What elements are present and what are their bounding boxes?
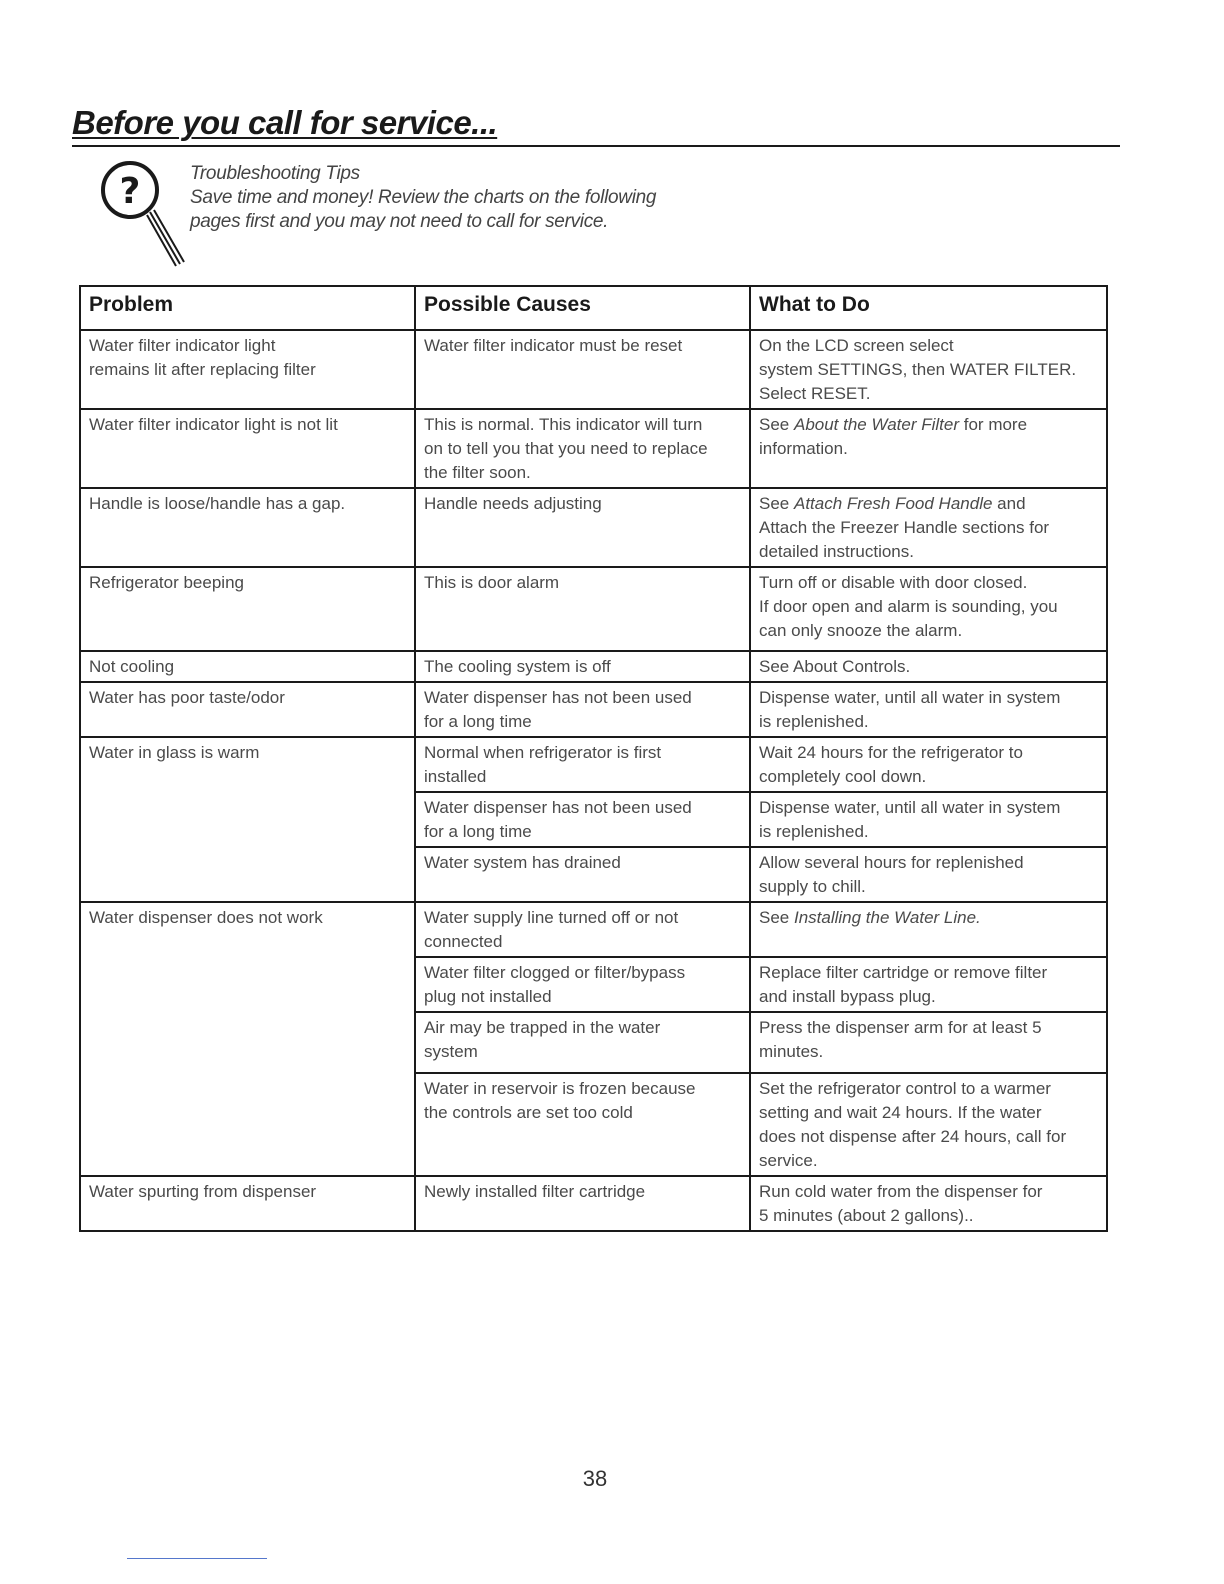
column-header-possible-causes: Possible Causes [415, 286, 750, 330]
svg-text:?: ? [119, 171, 141, 212]
problem-cell: Water filter indicator light is not lit [80, 409, 415, 488]
cause-cell: Water filter indicator must be reset [415, 330, 750, 409]
action-reference: Installing the Water Line. [793, 908, 981, 927]
action-cell: Dispense water, until all water in system is replenished. [750, 682, 1107, 737]
column-header-problem: Problem [80, 286, 415, 330]
table-row [80, 1176, 1107, 1231]
cause-cell: Air may be trapped in the water system [415, 1012, 750, 1073]
problem-cell: Handle is loose/handle has a gap. [80, 488, 415, 567]
page-title: Before you call for service... [72, 104, 498, 141]
action-cell [750, 902, 1107, 957]
action-text: See [759, 494, 794, 513]
action-text: for more information. [759, 415, 1028, 458]
action-cell: See About Controls. [750, 651, 1107, 682]
table-row [80, 737, 1107, 792]
tips-line-2: pages first and you may not need to call for service. [190, 211, 609, 232]
problem-cell: Water filter indicator light remains lit after replacing filter [80, 330, 415, 409]
cause-cell: Normal when refrigerator is first installed [415, 737, 750, 792]
title-divider [72, 145, 1120, 147]
action-cell: Dispense water, until all water in system is replenished. [750, 792, 1107, 847]
action-reference: About the Water Filter [793, 415, 960, 434]
action-cell: Allow several hours for replenished supply to chill. [750, 847, 1107, 902]
question-magnifier-icon [98, 160, 194, 272]
table-row [80, 330, 1107, 409]
cause-cell: Water supply line turned off or not connected [415, 902, 750, 957]
problem-cell: Water dispenser does not work [80, 902, 415, 1176]
action-cell [750, 488, 1107, 567]
cause-cell: This is door alarm [415, 567, 750, 651]
action-cell [750, 409, 1107, 488]
troubleshooting-tips [190, 162, 656, 234]
cause-cell: The cooling system is off [415, 651, 750, 682]
action-text: See [759, 415, 794, 434]
cause-cell: Water in reservoir is frozen because the controls are set too cold [415, 1073, 750, 1176]
cause-cell: This is normal. This indicator will turn on to tell you that you need to replace the filter soon. [415, 409, 750, 488]
problem-cell: Not cooling [80, 651, 415, 682]
action-cell: Press the dispenser arm for at least 5 minutes. [750, 1012, 1107, 1073]
action-cell: Run cold water from the dispenser for 5 minutes (about 2 gallons).. [750, 1176, 1107, 1231]
action-cell: Set the refrigerator control to a warmer setting and wait 24 hours. If the water does not dispense after 24 hours, call for service. [750, 1073, 1107, 1176]
table-row [80, 651, 1107, 682]
table-row [80, 682, 1107, 737]
table-row [80, 488, 1107, 567]
cause-cell: Water dispenser has not been used for a long time [415, 682, 750, 737]
page-number: 38 [582, 1466, 608, 1491]
problem-cell: Refrigerator beeping [80, 567, 415, 651]
table-row [80, 409, 1107, 488]
action-cell: On the LCD screen select system SETTINGS, then WATER FILTER. Select RESET. [750, 330, 1107, 409]
action-text: and Attach the Freezer Handle sections for detailed instructions. [759, 494, 1050, 561]
cause-cell: Newly installed filter cartridge [415, 1176, 750, 1231]
problem-cell: Water in glass is warm [80, 737, 415, 902]
column-header-what-to-do: What to Do [750, 286, 1107, 330]
cause-cell: Water filter clogged or filter/bypass plug not installed [415, 957, 750, 1012]
table-header-row [80, 286, 1107, 330]
action-cell: Replace filter cartridge or remove filter and install bypass plug. [750, 957, 1107, 1012]
cause-cell: Handle needs adjusting [415, 488, 750, 567]
table-row [80, 902, 1107, 957]
action-cell: Wait 24 hours for the refrigerator to completely cool down. [750, 737, 1107, 792]
cause-cell: Water dispenser has not been used for a long time [415, 792, 750, 847]
problem-cell: Water spurting from dispenser [80, 1176, 415, 1231]
action-reference: Attach Fresh Food Handle [793, 494, 993, 513]
troubleshooting-table [79, 285, 1108, 1232]
cause-cell: Water system has drained [415, 847, 750, 902]
action-cell: Turn off or disable with door closed. If door open and alarm is sounding, you can only snooze the alarm. [750, 567, 1107, 651]
table-row [80, 567, 1107, 651]
tips-heading: Troubleshooting Tips [190, 163, 360, 184]
action-text: See [759, 908, 794, 927]
problem-cell: Water has poor taste/odor [80, 682, 415, 737]
footer-divider [127, 1558, 267, 1559]
tips-line-1: Save time and money! Review the charts on the following [190, 187, 657, 208]
